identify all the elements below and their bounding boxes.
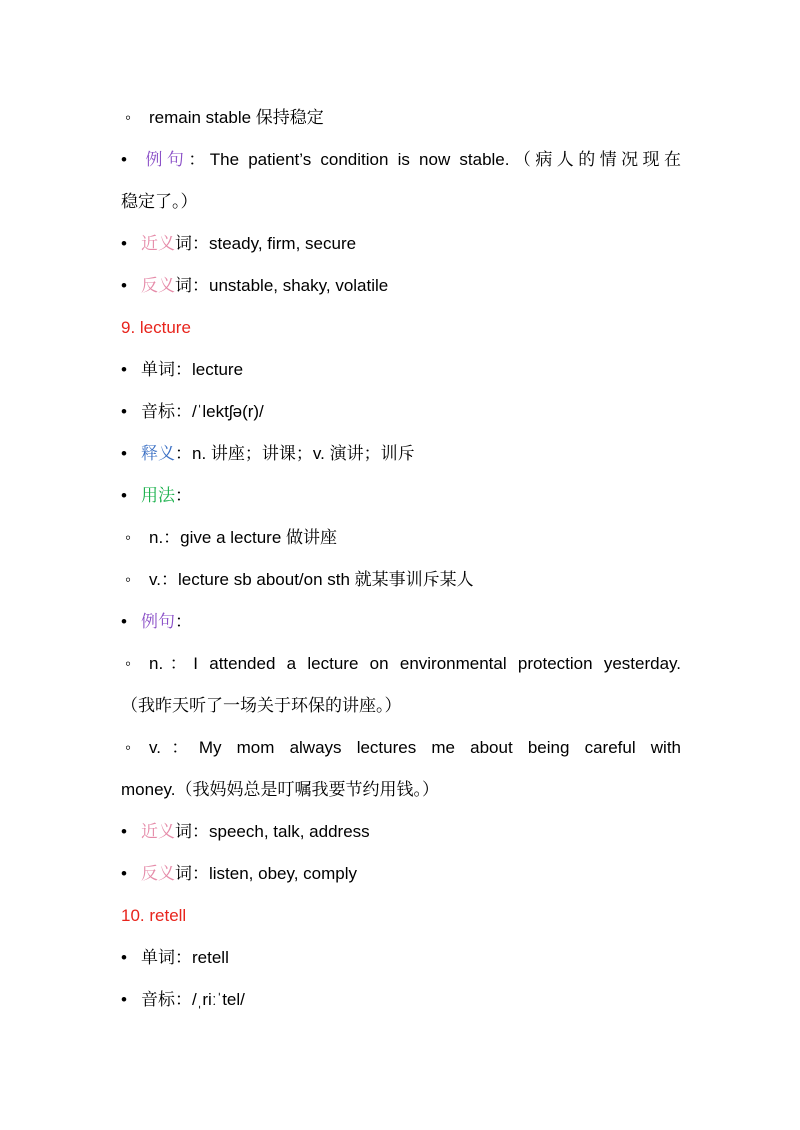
- bullet-icon: •: [121, 444, 127, 463]
- example-sentence-continuation: [121, 191, 681, 213]
- example-item-noun: [125, 653, 681, 675]
- usage-item-noun: [125, 527, 685, 549]
- hollow-bullet-icon: ◦: [125, 654, 132, 673]
- definition-label: 释义: [141, 444, 175, 463]
- word-line: [121, 359, 681, 381]
- hollow-bullet-icon: ◦: [125, 738, 132, 757]
- word-text: 单词：lecture: [141, 360, 244, 379]
- hollow-bullet-icon: ◦: [125, 108, 132, 127]
- usage-label: 用法: [141, 486, 175, 505]
- example-label: 例句: [141, 150, 189, 169]
- bullet-icon: •: [121, 990, 127, 1009]
- synonym-label: 近义: [141, 822, 175, 841]
- example-translation-verb: money.（我妈妈总是叮嘱我要节约用钱。）: [121, 780, 439, 799]
- usage-item-verb: [125, 569, 685, 591]
- entry-heading-lecture: 9. lecture: [121, 318, 191, 337]
- antonym-text: 词：listen, obey, comply: [175, 864, 358, 883]
- example-colon: ：: [175, 612, 192, 631]
- bullet-icon: •: [121, 360, 127, 379]
- definition-text: ：n. 讲座；讲课；v. 演讲；训斥: [175, 444, 415, 463]
- usage-text: n.：give a lecture 做讲座: [149, 528, 338, 547]
- bullet-icon: •: [121, 276, 127, 295]
- continuation-text: 稳定了。）: [121, 192, 198, 211]
- bullet-icon: •: [121, 822, 127, 841]
- bullet-icon: •: [121, 948, 127, 967]
- phonetic-line: [121, 989, 681, 1011]
- synonym-label: 近义: [141, 234, 175, 253]
- example-text: v.：My mom always lectures me about being careful with: [149, 738, 681, 757]
- usage-colon: ：: [175, 486, 192, 505]
- definition-line: [121, 443, 681, 465]
- example-sentence-line: [121, 149, 681, 171]
- usage-text: remain stable 保持稳定: [149, 108, 324, 127]
- bullet-icon: •: [121, 402, 127, 421]
- word-line: [121, 947, 681, 969]
- synonyms-line: [121, 233, 681, 255]
- example-label: 例句: [141, 612, 175, 631]
- bullet-icon: •: [121, 864, 127, 883]
- example-text: ：The patient’s condition is now stable.（病人的情况现在: [188, 150, 681, 169]
- usage-heading-line: [121, 485, 681, 507]
- hollow-bullet-icon: ◦: [125, 570, 132, 589]
- usage-text: v.：lecture sb about/on sth 就某事训斥某人: [149, 570, 474, 589]
- bullet-icon: •: [121, 486, 127, 505]
- bullet-icon: •: [121, 612, 127, 631]
- synonym-text: 词：steady, firm, secure: [175, 234, 357, 253]
- antonym-label: 反义: [141, 276, 175, 295]
- usage-item-remain-stable: [125, 107, 685, 129]
- entry-heading-retell: 10. retell: [121, 906, 187, 925]
- antonyms-line: [121, 275, 681, 297]
- bullet-icon: •: [121, 234, 127, 253]
- antonym-label: 反义: [141, 864, 175, 883]
- word-text: 单词：retell: [141, 948, 229, 967]
- hollow-bullet-icon: ◦: [125, 528, 132, 547]
- synonyms-line: [121, 821, 681, 843]
- example-text: n.：I attended a lecture on environmental protection yesterday.: [149, 654, 681, 673]
- example-heading-line: [121, 611, 681, 633]
- example-translation-noun: （我昨天听了一场关于环保的讲座。）: [121, 696, 402, 715]
- antonyms-line: [121, 863, 681, 885]
- synonym-text: 词：speech, talk, address: [175, 822, 370, 841]
- example-item-verb: [125, 737, 681, 759]
- phonetic-text: 音标：/ˈlektʃə(r)/: [141, 402, 264, 421]
- phonetic-text: 音标：/ˌriːˈtel/: [141, 990, 245, 1009]
- antonym-text: 词：unstable, shaky, volatile: [175, 276, 389, 295]
- bullet-icon: •: [121, 150, 127, 169]
- phonetic-line: [121, 401, 681, 423]
